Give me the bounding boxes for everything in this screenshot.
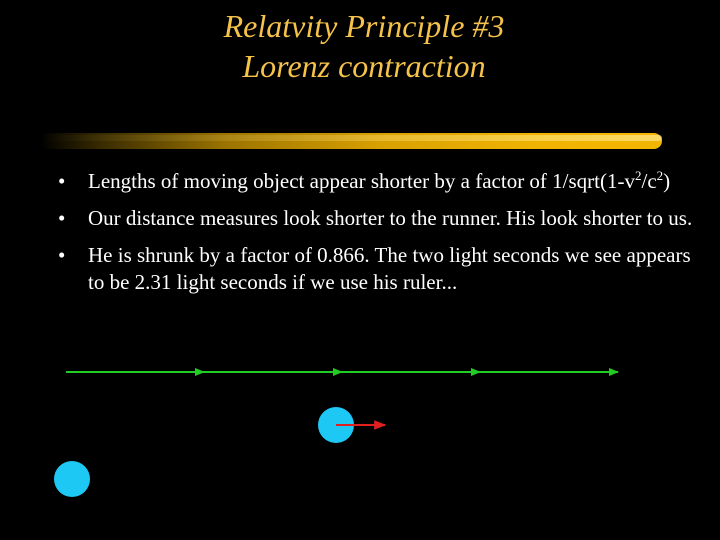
stationary-observer-circle	[54, 461, 90, 497]
bullet-text-mid: /c	[641, 169, 657, 193]
bullet-text: He is shrunk by a factor of 0.866. The two light seconds we see appears to be 2.31 light seconds if we use his ruler...	[88, 243, 691, 294]
bullet-text-pre: Lengths of moving object appear shorter by a factor of 1/sqrt(1-v	[88, 169, 635, 193]
bullet-dot: •	[58, 169, 66, 193]
exponent-c: 2	[656, 168, 664, 183]
bullet-dot: •	[58, 243, 66, 267]
bullet-text: Our distance measures look shorter to the runner. His look shorter to us.	[88, 206, 693, 230]
exponent-v: 2	[635, 168, 642, 183]
bullet-dot: •	[58, 206, 66, 230]
title-line-1: Relatvity Principle #3	[223, 8, 505, 44]
bullet-text-post: )	[663, 169, 671, 193]
title-line-2: Lorenz contraction	[242, 48, 486, 84]
